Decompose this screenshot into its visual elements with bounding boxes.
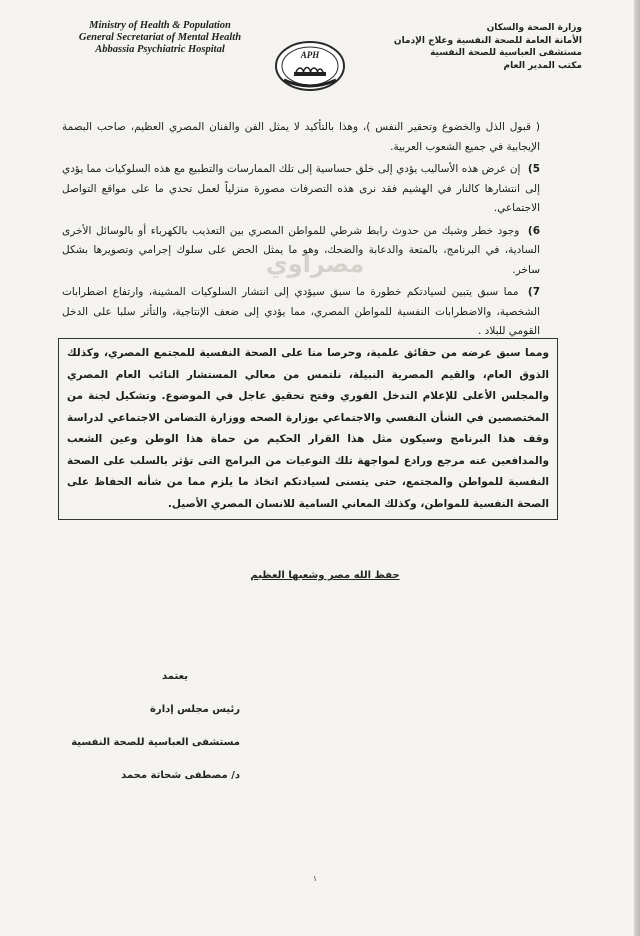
list-number: 6) [527, 224, 540, 237]
signature-approve: يعتمد [162, 671, 188, 682]
paragraph-intro: ( قبول الذل والخضوع وتحقير النفس )، وهذا بالتأكيد لا يمثل الفن والفنان المصري العظيم، صاحب البصمة الإيجابية في جميع الشعوب العربية. [62, 121, 540, 153]
list-item-5 [62, 160, 540, 219]
boxed-request-paragraph: ومما سبق عرضه من حقائق علمية، وحرصا منا على الصحة النفسية للمجتمع المصري، وكذلك الذوق العام، والقيم المصرية النبيلة، نلتمس من معالي المستشار النائب العام المصري والمجلس الأعلى للإعلام التدخل الفوري وفتح تحقيق عاجل في الموضوع. وتشكيل لجنة من المختصصين في الشأن النفسي والاجتماعي بوزارة الصحه ووزارة التضامن الاجتماعي لدراسة وقف هذا البرنامج وسيكون مثل هذا القرار الحكيم من حماة هذا الوطن وعين الشعب والمدافعين عنه مرجع ورادع لمواجهة تلك النوعيات من البرامج التى تؤثر بالسلب على الصحة النفسية للمواطن والمجتمع، حتى يتسنى لسيادتكم اتخاذ ما يلزم مما من شأنه الحفاظ على الصحة النفسية للمواطن، وكذلك المعاني السامية للانسان المصري الأصيل. [58, 338, 558, 520]
header-arabic-line: الأمانة العامة للصحة النفسية وعلاج الإدمان [393, 35, 582, 46]
header-english-line: Ministry of Health & Population [89, 20, 231, 31]
header-english [60, 20, 260, 56]
header-arabic-line: مكتب المدير العام [503, 60, 582, 71]
list-text: وجود خطر وشيك من حدوث رابط شرطي للمواطن المصري بين التعذيب بالكهرباء أو بالوسائل الأخرى السادية، في البرنامج، بالمتعة والدعابة والضحك، وهو ما يمثل الحض على سلوك إجرامي وتصويرها بشكل ساخر. [62, 224, 540, 276]
watermark-text: مصراوي [265, 250, 365, 278]
signature-block [71, 660, 240, 792]
header-arabic-line: وزارة الصحة والسكان [486, 23, 582, 33]
page-number: ١ [312, 874, 318, 883]
list-text: مما سبق يتبين لسيادتكم خطورة ما سبق سيؤدي إلى انتشار السلوكيات المشينة، وارتفاع اضطرابات الشخصية، والاضطرابات النفسية للمواطن المصري، مما يؤدي إلى ضعف الإنتاجية، والتأثر سلبا على الدخل القومي للبلاد . [62, 286, 540, 337]
list-number: 7) [527, 286, 540, 298]
header-english-line: General Secretariat of Mental Health [78, 32, 242, 43]
signature-hospital: مستشفى العباسية للصحة النفسية [71, 737, 240, 748]
signature-title: رئيس مجلس إدارة [150, 704, 240, 715]
header-arabic-line: مستشفى العباسية للصحة النفسية [430, 48, 582, 58]
list-number: 5) [527, 163, 540, 175]
closing-line: حفظ الله مصر وشعبها العظيم [250, 570, 400, 581]
header-arabic [352, 22, 582, 72]
letter-body [62, 118, 540, 345]
signature-name: د/ مصطفى شحاتة محمد [121, 770, 240, 781]
list-item-7 [62, 283, 540, 342]
hospital-logo-icon [270, 40, 350, 92]
logo-text: APH [300, 50, 320, 60]
watermark-logo [240, 244, 390, 284]
header-english-line: Abbassia Psychiatric Hospital [95, 44, 225, 55]
list-text: إن عرض هذه الأساليب يؤدي إلى خلق حساسية إلى تلك الممارسات والتطبيع مع هذه السلوكيات مما يؤدي إلى انتشارها كالنار في الهشيم فقد نرى هذه التصرفات مصورة منزلياً لعمل تحدي ما على مواقع التواصل الاجتماعي. [62, 163, 540, 214]
page-edge-shadow [634, 0, 640, 936]
